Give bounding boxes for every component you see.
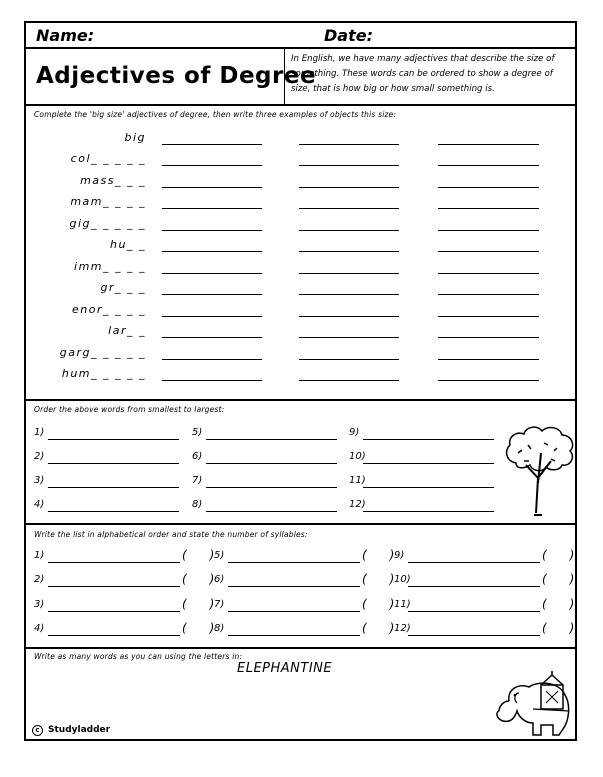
answer-line[interactable] xyxy=(228,635,360,636)
syllable-box[interactable]: ( ) xyxy=(362,548,395,562)
order-label: 3) xyxy=(34,475,45,486)
alpha-label: 7) xyxy=(214,599,225,610)
answer-line[interactable] xyxy=(162,251,262,252)
answer-line[interactable] xyxy=(299,187,399,188)
answer-line[interactable] xyxy=(438,165,539,166)
answer-line[interactable] xyxy=(162,316,262,317)
syllable-box[interactable]: ( ) xyxy=(542,548,575,562)
syllable-box[interactable]: ( ) xyxy=(182,621,215,635)
tree-icon xyxy=(496,423,581,518)
answer-line[interactable] xyxy=(48,635,180,636)
syllable-box[interactable]: ( ) xyxy=(362,572,395,586)
worksheet xyxy=(24,21,577,741)
syllable-box[interactable]: ( ) xyxy=(182,572,215,586)
word-prompt: enor_ _ _ _ xyxy=(72,303,146,316)
answer-line[interactable] xyxy=(228,611,360,612)
section1-instruction: Complete the 'big size' adjectives of degree, then write three examples of objects this size: xyxy=(34,110,397,119)
word-prompt: garg_ _ _ _ _ xyxy=(59,346,146,359)
answer-line[interactable] xyxy=(438,273,539,274)
answer-line[interactable] xyxy=(438,316,539,317)
intro-text: In English, we have many adjectives that describe the size of something. These words can be ordered to show a degree of size, that is how big or how small something is. xyxy=(291,54,555,94)
alpha-label: 9) xyxy=(394,550,405,561)
answer-line[interactable] xyxy=(48,511,179,512)
answer-line[interactable] xyxy=(438,144,539,145)
answer-line[interactable] xyxy=(162,273,262,274)
answer-line[interactable] xyxy=(48,586,180,587)
answer-line[interactable] xyxy=(438,251,539,252)
answer-line[interactable] xyxy=(162,165,262,166)
elephant-icon xyxy=(489,671,577,739)
syllable-box[interactable]: ( ) xyxy=(542,572,575,586)
divider xyxy=(26,647,575,649)
target-word: ELEPHANTINE xyxy=(237,661,333,676)
word-prompt: gig_ _ _ _ _ xyxy=(69,217,146,230)
answer-line[interactable] xyxy=(438,380,539,381)
answer-line[interactable] xyxy=(228,586,360,587)
divider xyxy=(26,47,575,49)
answer-line[interactable] xyxy=(363,439,494,440)
alpha-label: 6) xyxy=(214,574,225,585)
answer-line[interactable] xyxy=(228,562,360,563)
alpha-label: 8) xyxy=(214,623,225,634)
word-prompt: gr_ _ _ xyxy=(100,281,146,294)
answer-line[interactable] xyxy=(299,208,399,209)
answer-line[interactable] xyxy=(438,294,539,295)
brand-name: Studyladder xyxy=(48,725,111,735)
answer-line[interactable] xyxy=(206,487,337,488)
section4-instruction: Write as many words as you can using the letters in: xyxy=(34,652,243,661)
order-label: 7) xyxy=(192,475,203,486)
alpha-label: 3) xyxy=(34,599,45,610)
answer-line[interactable] xyxy=(408,586,540,587)
page-title: Adjectives of Degree xyxy=(36,63,317,89)
answer-line[interactable] xyxy=(48,463,179,464)
answer-line[interactable] xyxy=(299,230,399,231)
order-label: 1) xyxy=(34,427,45,438)
divider xyxy=(26,399,575,401)
answer-line[interactable] xyxy=(299,273,399,274)
section2-instruction: Order the above words from smallest to largest: xyxy=(34,405,225,414)
word-prompt: hum_ _ _ _ _ xyxy=(61,367,146,380)
answer-line[interactable] xyxy=(206,511,337,512)
name-label: Name: xyxy=(36,26,95,45)
answer-line[interactable] xyxy=(162,294,262,295)
answer-line[interactable] xyxy=(438,337,539,338)
answer-line[interactable] xyxy=(206,463,337,464)
answer-line[interactable] xyxy=(48,487,179,488)
answer-line[interactable] xyxy=(162,359,262,360)
divider xyxy=(26,523,575,525)
order-label: 9) xyxy=(349,427,360,438)
answer-line[interactable] xyxy=(162,144,262,145)
copyright-icon: c xyxy=(32,725,43,736)
word-prompt: mam_ _ _ _ xyxy=(70,195,146,208)
word-prompt: big xyxy=(124,131,146,144)
answer-line[interactable] xyxy=(408,562,540,563)
answer-line[interactable] xyxy=(299,294,399,295)
order-label: 10) xyxy=(349,451,366,462)
order-label: 4) xyxy=(34,499,45,510)
syllable-box[interactable]: ( ) xyxy=(182,597,215,611)
order-label: 8) xyxy=(192,499,203,510)
divider xyxy=(26,104,575,106)
answer-line[interactable] xyxy=(299,316,399,317)
word-prompt: hu_ _ xyxy=(110,238,146,251)
answer-line[interactable] xyxy=(48,611,180,612)
answer-line[interactable] xyxy=(299,359,399,360)
answer-line[interactable] xyxy=(162,380,262,381)
word-prompt: imm_ _ _ _ xyxy=(74,260,146,273)
answer-line[interactable] xyxy=(299,165,399,166)
answer-line[interactable] xyxy=(363,487,494,488)
syllable-box[interactable]: ( ) xyxy=(542,621,575,635)
answer-line[interactable] xyxy=(408,611,540,612)
divider xyxy=(284,47,285,104)
answer-line[interactable] xyxy=(438,359,539,360)
answer-line[interactable] xyxy=(162,337,262,338)
answer-line[interactable] xyxy=(299,251,399,252)
word-prompt: lar_ _ xyxy=(108,324,146,337)
order-label: 2) xyxy=(34,451,45,462)
answer-line[interactable] xyxy=(299,380,399,381)
syllable-box[interactable]: ( ) xyxy=(362,621,395,635)
section3-instruction: Write the list in alphabetical order and state the number of syllables: xyxy=(34,530,308,539)
answer-line[interactable] xyxy=(438,230,539,231)
answer-line[interactable] xyxy=(162,230,262,231)
order-label: 6) xyxy=(192,451,203,462)
syllable-box[interactable]: ( ) xyxy=(182,548,215,562)
answer-line[interactable] xyxy=(363,511,494,512)
syllable-box[interactable]: ( ) xyxy=(362,597,395,611)
answer-line[interactable] xyxy=(48,439,179,440)
order-label: 12) xyxy=(349,499,366,510)
answer-line[interactable] xyxy=(408,635,540,636)
order-label: 11) xyxy=(349,475,366,486)
alpha-label: 1) xyxy=(34,550,45,561)
answer-line[interactable] xyxy=(299,144,399,145)
alpha-label: 2) xyxy=(34,574,45,585)
alpha-label: 5) xyxy=(214,550,225,561)
answer-line[interactable] xyxy=(438,208,539,209)
syllable-box[interactable]: ( ) xyxy=(542,597,575,611)
word-prompt: mass_ _ _ xyxy=(80,174,146,187)
word-prompt: col_ _ _ _ _ xyxy=(70,152,146,165)
answer-line[interactable] xyxy=(438,187,539,188)
answer-line[interactable] xyxy=(48,562,180,563)
answer-line[interactable] xyxy=(363,463,494,464)
answer-line[interactable] xyxy=(206,439,337,440)
date-label: Date: xyxy=(324,26,373,45)
alpha-label: 11) xyxy=(394,599,411,610)
alpha-label: 10) xyxy=(394,574,411,585)
answer-line[interactable] xyxy=(162,187,262,188)
answer-line[interactable] xyxy=(299,337,399,338)
answer-line[interactable] xyxy=(162,208,262,209)
alpha-label: 4) xyxy=(34,623,45,634)
order-label: 5) xyxy=(192,427,203,438)
alpha-label: 12) xyxy=(394,623,411,634)
